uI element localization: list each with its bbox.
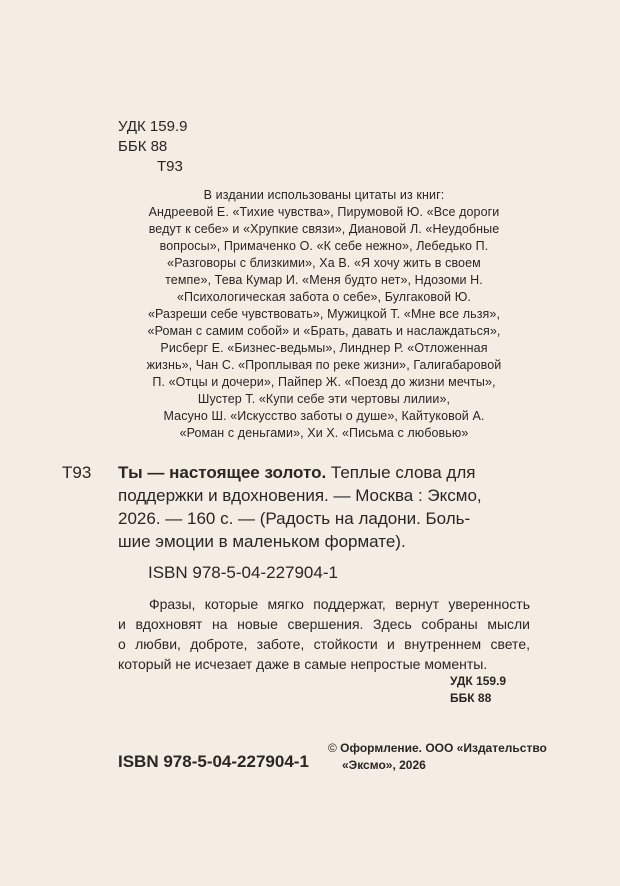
annotation-line: и вдохновят на новые свершения. Здесь собраны мысли <box>118 616 530 632</box>
source-line: П. «Отцы и дочери», Пайпер Ж. «Поезд до жизни мечты», <box>152 375 496 389</box>
source-line: «Роман с деньгами», Хи Х. «Письма с любовью» <box>179 426 469 440</box>
bib-line: поддержки и вдохновения. — Москва : Эксмо, <box>118 486 482 505</box>
bibliographic-author-sign: Т93 <box>62 463 92 482</box>
copyright-notice <box>328 740 547 774</box>
source-line: «Психологическая забота о себе», Булгаковой Ю. <box>176 290 472 304</box>
bbk-code: ББК 88 <box>118 138 168 155</box>
footer-bbk: ББК 88 <box>450 691 492 705</box>
copyright-sign: © <box>328 741 337 755</box>
bibliographic-record <box>118 461 538 553</box>
book-title: Ты — настоящее золото. <box>118 463 327 482</box>
bib-line <box>118 461 538 484</box>
copyright-text: Оформление. ООО «Издательство <box>336 741 547 755</box>
bib-line: 2026. — 160 с. — (Радость на ладони. Боль- <box>118 509 471 528</box>
source-line: Шустер Т. «Купи себе эти чертовы лилии», <box>197 392 451 406</box>
annotation-line: Фразы, которые мягко поддержат, вернут уверенность <box>149 596 530 612</box>
source-line: жизнь», Чан С. «Проплывая по реке жизни», Галигабаровой <box>146 358 502 372</box>
footer-udk: УДК 159.9 <box>450 674 507 688</box>
source-line: Андреевой Е. «Тихие чувства», Пирумовой Ю. «Все дороги <box>148 205 500 219</box>
source-line: В издании использованы цитаты из книг: <box>203 188 445 202</box>
source-line: «Роман с самим собой» и «Брать, давать и наслаждаться», <box>147 324 501 338</box>
isbn-record: ISBN 978-5-04-227904-1 <box>148 563 338 582</box>
footer-isbn: ISBN 978-5-04-227904-1 <box>118 752 309 771</box>
source-line: «Разговоры с близкими», Ха В. «Я хочу жить в своем <box>167 256 481 270</box>
source-line: вопросы», Примаченко О. «К себе нежно», Лебедько П. <box>159 239 489 253</box>
bib-line: шие эмоции в маленьком формате). <box>118 532 406 551</box>
copyright-line <box>328 740 547 757</box>
author-sign: Т93 <box>157 158 183 175</box>
annotation-line: о любви, доброте, заботе, стойкости и внутреннем свете, <box>118 636 530 652</box>
source-line: Рисберг Е. «Бизнес-ведьмы», Линднер Р. «Отложенная <box>160 341 488 355</box>
classification-block <box>118 117 187 177</box>
source-line: темпе», Тева Кумар И. «Меня будто нет», Ндозоми Н. <box>165 273 483 287</box>
copyright-line: «Эксмо», 2026 <box>342 758 426 772</box>
annotation-line: который не исчезает даже в самые непростые моменты. <box>118 656 488 672</box>
source-line: «Разреши себе чувствовать», Мужицкой Т. «Мне все льзя», <box>147 307 501 321</box>
footer-classification <box>450 673 530 707</box>
udk-code: УДК 159.9 <box>118 118 188 135</box>
quoted-sources <box>118 187 530 442</box>
book-subtitle: Теплые слова для <box>326 463 476 482</box>
annotation <box>118 594 530 674</box>
source-line: Масуно Ш. «Искусство заботы о душе», Кайтуковой А. <box>163 409 485 423</box>
source-line: ведут к себе» и «Хрупкие связи», Диановой Л. «Неудобные <box>148 222 500 236</box>
